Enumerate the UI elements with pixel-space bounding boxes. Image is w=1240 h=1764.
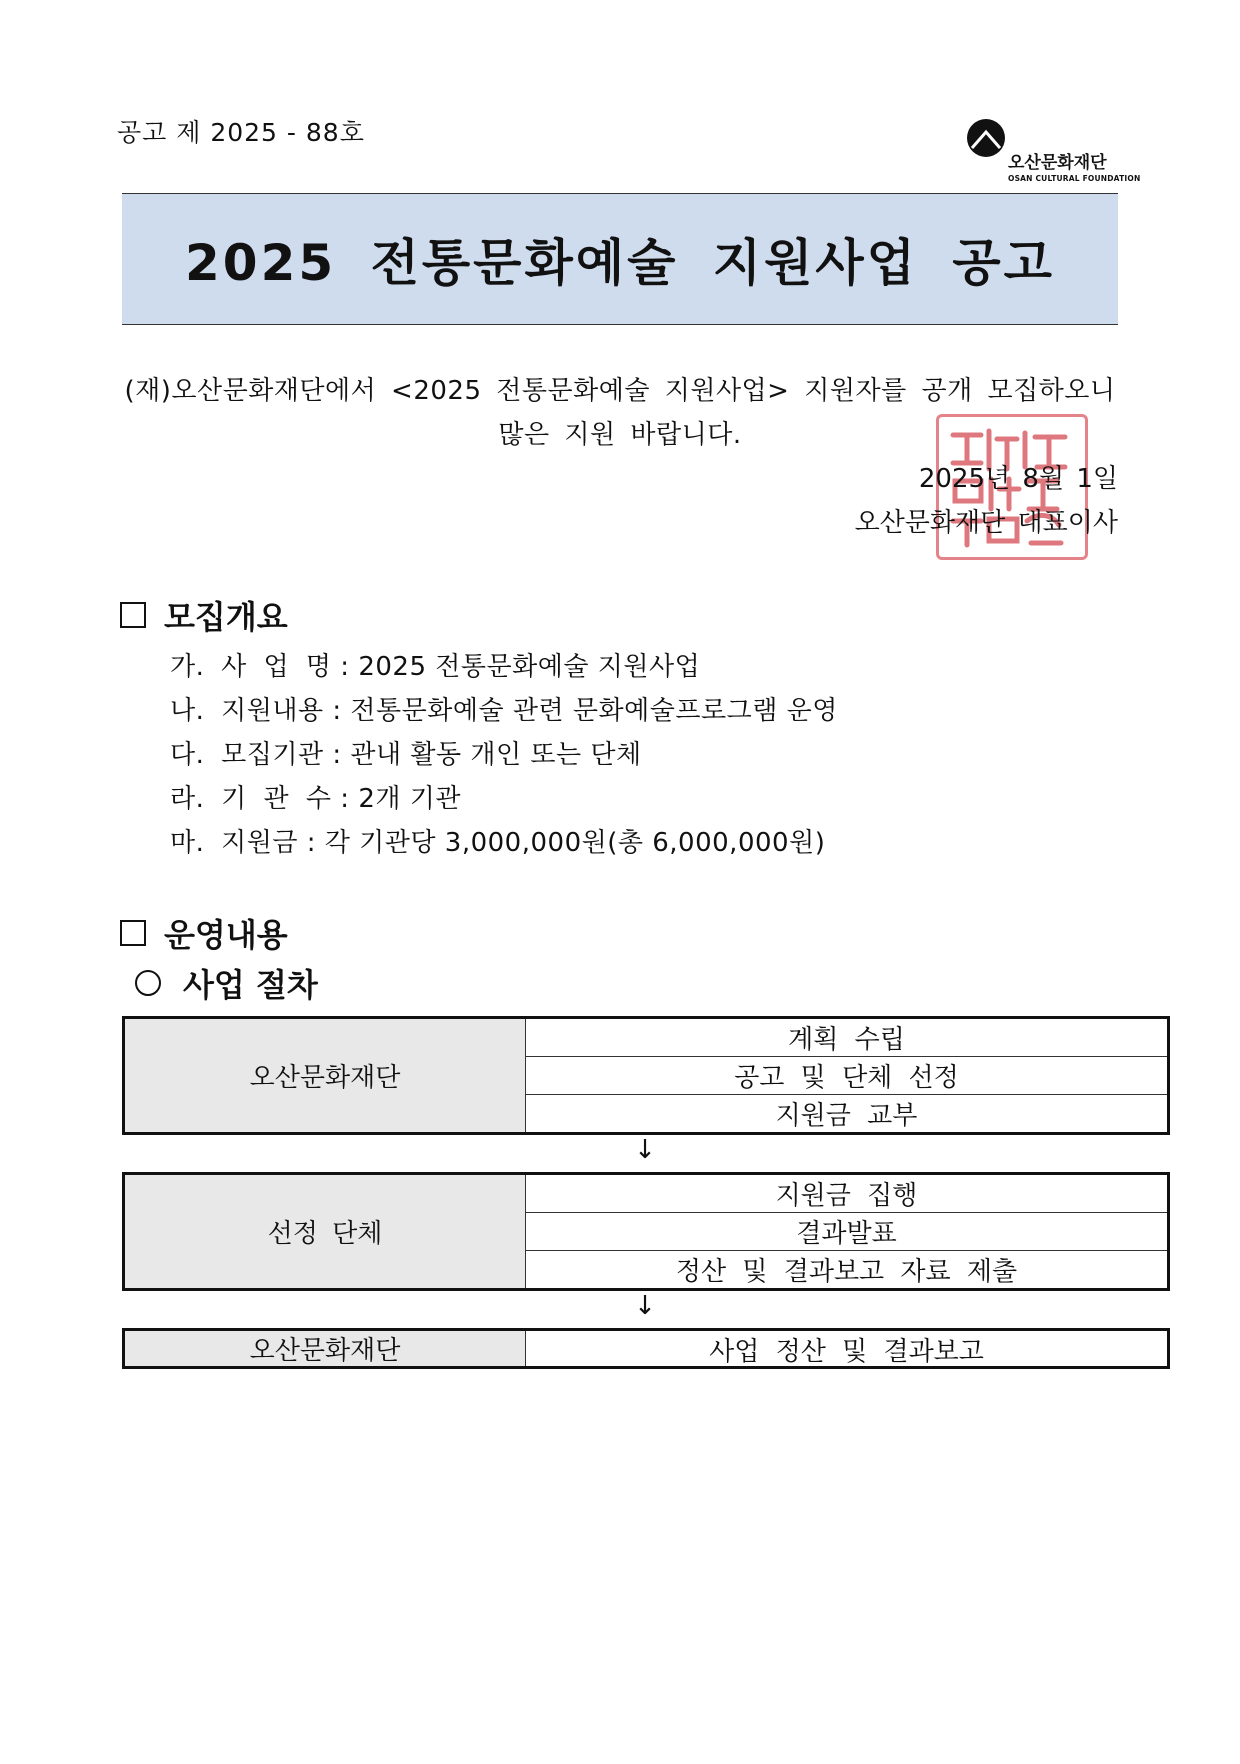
title-banner: [122, 193, 1118, 325]
section-heading: 운영내용: [164, 916, 288, 954]
item-value: 각 기관당 3,000,000원(총 6,000,000원): [324, 828, 826, 858]
overview-item: 다. 모집기관 : 관내 활동 개인 또는 단체: [170, 740, 642, 770]
notice-date: 2025년 8월 1일: [918, 464, 1118, 494]
logo-mark-icon: [966, 118, 1006, 158]
item-label: 라. 기 관 수: [170, 784, 332, 814]
item-label: 다. 모집기관: [170, 740, 324, 770]
notice-number: 공고 제 2025 - 88호: [117, 118, 365, 147]
flow-step: 지원금 집행: [526, 1175, 1167, 1213]
item-value: 2025 전통문화예술 지원사업: [358, 652, 701, 682]
item-value: 전통문화예술 관련 문화예술프로그램 운영: [350, 696, 838, 726]
flow-box-selected-group: [122, 1172, 1170, 1291]
circle-bullet-icon: [135, 970, 161, 996]
flow-actor: 오산문화재단: [125, 1019, 526, 1132]
flow-box-foundation-settlement: [122, 1328, 1170, 1369]
overview-item: 나. 지원내용 : 전통문화예술 관련 문화예술프로그램 운영: [170, 696, 838, 726]
intro-line-1: (재)오산문화재단에서 <2025 전통문화예술 지원사업> 지원자를 공개 모집하오니: [124, 376, 1116, 406]
flow-step: 지원금 교부: [775, 1101, 918, 1131]
section-recruitment-overview: [120, 592, 288, 638]
overview-item: 마. 지원금 : 각 기관당 3,000,000원(총 6,000,000원): [170, 828, 826, 858]
flow-step: 공고 및 단체 선정: [526, 1057, 1167, 1095]
item-value: 관내 활동 개인 또는 단체: [350, 740, 642, 770]
logo-name-en: OSAN CULTURAL FOUNDATION: [1008, 174, 1141, 183]
down-arrow-icon: ↓: [634, 1291, 656, 1321]
flow-actor: 오산문화재단: [125, 1331, 526, 1366]
overview-item: 라. 기 관 수 : 2개 기관: [170, 784, 461, 814]
flow-actor: 선정 단체: [125, 1175, 526, 1288]
section-heading: 모집개요: [164, 598, 288, 636]
foundation-logo: [966, 118, 1141, 190]
flow-step: 결과발표: [526, 1213, 1167, 1251]
square-bullet-icon: [120, 602, 146, 628]
flow-box-foundation-plan: [122, 1016, 1170, 1135]
page-title: 2025 전통문화예술 지원사업 공고: [185, 234, 1055, 292]
item-label: 가. 사 업 명: [170, 652, 332, 682]
down-arrow-icon: ↓: [634, 1135, 656, 1165]
flow-step: 정산 및 결과보고 자료 제출: [675, 1257, 1018, 1287]
subsection-procedure: [135, 960, 318, 1006]
item-label: 마. 지원금: [170, 828, 298, 858]
flow-step: 사업 정산 및 결과보고: [709, 1337, 984, 1367]
intro-line-2: 많은 지원 바랍니다.: [498, 420, 742, 450]
signatory: 오산문화재단 대표이사: [854, 508, 1118, 538]
flow-step: 계획 수립: [526, 1019, 1167, 1057]
square-bullet-icon: [120, 920, 146, 946]
item-value: 2개 기관: [358, 784, 461, 814]
overview-item: 가. 사 업 명 : 2025 전통문화예술 지원사업: [170, 652, 701, 682]
logo-name-ko: 오산문화재단: [1008, 153, 1107, 173]
section-operation: [120, 910, 288, 956]
subsection-heading: 사업 절차: [183, 966, 318, 1004]
item-label: 나. 지원내용: [170, 696, 324, 726]
